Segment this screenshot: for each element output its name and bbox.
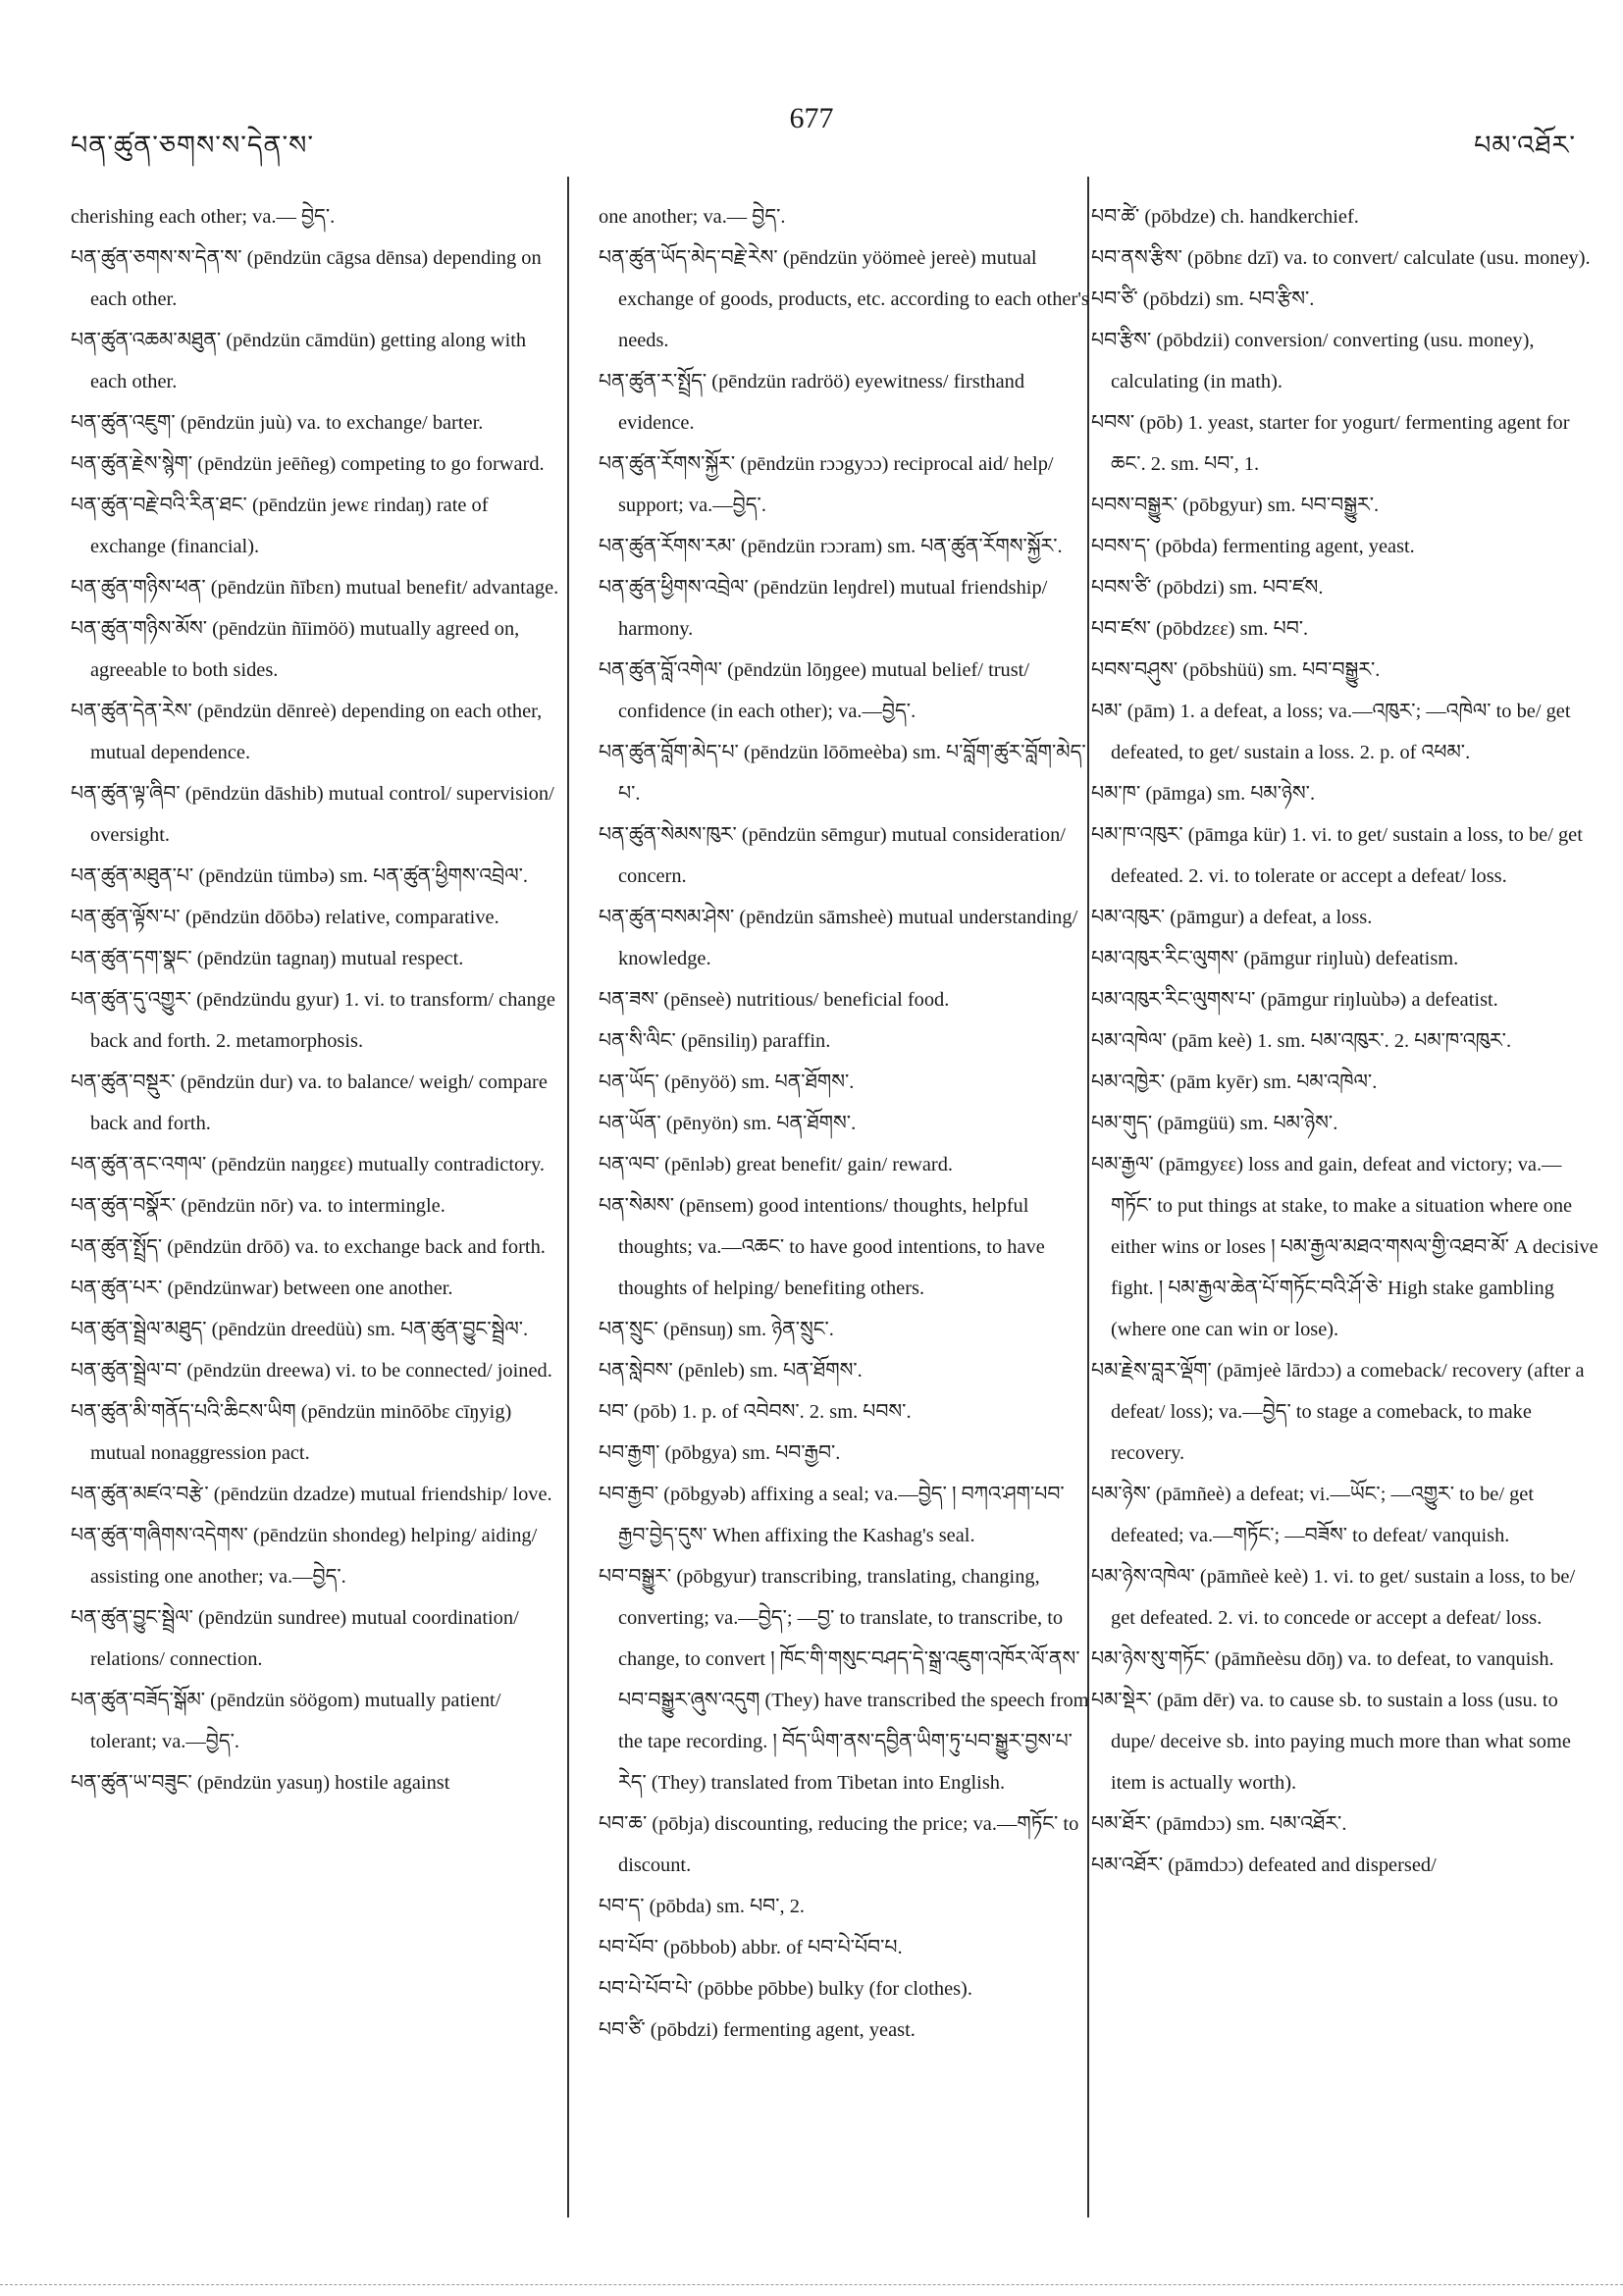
dictionary-entry: པན་ཚུན་ར་སྤྲོད་ (pēndzün radröö) eyewitness/ firsthand evidence. bbox=[599, 371, 1025, 434]
column-1 bbox=[71, 196, 561, 1803]
dictionary-entry: པམ་འཁེལ་ (pām keè) 1. sm. པམ་འཁུར་. 2. པམ་ཁ་འཁུར་. bbox=[1091, 1030, 1512, 1052]
dictionary-entry: པན་ཚུན་དེན་རེས་ (pēndzün dēnreè) depending on each other, mutual dependence. bbox=[71, 701, 543, 763]
dictionary-entry: one another; va.— བྱེད་. bbox=[599, 206, 786, 228]
dictionary-entry: པབ་ཚེ་ (pōbdze) ch. handkerchief. bbox=[1091, 206, 1359, 228]
dictionary-entry: པན་ཚུན་པར་ (pēndzünwar) between one another. bbox=[71, 1278, 453, 1299]
dictionary-entry: པན་སྲུང་ (pēnsuŋ) sm. ཉེན་སྲུང་. bbox=[599, 1319, 834, 1340]
dictionary-entry: པན་ཡོན་ (pēnyön) sm. པན་ཐོགས་. bbox=[599, 1113, 857, 1134]
dictionary-entry: པམ་འཁྱེར་ (pām kyēr) sm. པམ་འཁེལ་. bbox=[1091, 1071, 1378, 1093]
dictionary-entry: པན་ཚུན་གཉིས་ཕན་ (pēndzün ñībɛn) mutual benefit/ advantage. bbox=[71, 577, 559, 599]
dictionary-entry: པབས་བཤུས་ (pōbshüü) sm. པབ་བསྒྱུར་. bbox=[1091, 659, 1381, 681]
dictionary-entry: པབ་པོབ་ (pōbbob) abbr. of པབ་པེ་པོབ་པ. bbox=[599, 1937, 903, 1958]
dictionary-entry: པམ་ཐོར་ (pāmdɔɔ) sm. པམ་འཐོར་. bbox=[1091, 1813, 1347, 1835]
dictionary-entry: པབས་ (pōb) 1. yeast, starter for yogurt/ fermenting agent for ཆང་. 2. sm. པབ་, 1. bbox=[1091, 412, 1570, 475]
dictionary-entry: པམ་ཁ་འཁུར་ (pāmga kür) 1. vi. to get/ sustain a loss, to be/ get defeated. 2. vi. to tolerate or accept a defeat/ loss. bbox=[1091, 824, 1583, 887]
scan-bottom-edge bbox=[0, 2284, 1623, 2285]
dictionary-entry: པན་ཚུན་ཕྱིགས་འབྲེལ་ (pēndzün leŋdrel) mutual friendship/ harmony. bbox=[599, 577, 1048, 640]
dictionary-entry: པན་ཚུན་རོགས་སྐྱོར་ (pēndzün rɔɔgyɔɔ) reciprocal aid/ help/ support; va.—བྱེད་. bbox=[599, 453, 1054, 516]
dictionary-entry: པན་ཚུན་འཆམ་མཐུན་ (pēndzün cāmdün) getting along with each other. bbox=[71, 330, 527, 392]
dictionary-entry: པན་ཚུན་སྦྲེལ་བ་ (pēndzün dreewa) vi. to be connected/ joined. bbox=[71, 1360, 552, 1382]
dictionary-entry: པན་ཚུན་བསྣོར་ (pēndzün nōr) va. to intermingle. bbox=[71, 1195, 445, 1217]
dictionary-entry: པན་ཚུན་བློག་མེད་པ་ (pēndzün lōōmeèba) sm. པ་བློག་ཚུར་བློག་མེད་པ་. bbox=[599, 742, 1086, 805]
dictionary-entry: པན་ཚུན་ནང་འགལ་ (pēndzün naŋgɛɛ) mutually contradictory. bbox=[71, 1154, 545, 1175]
dictionary-entry: པན་ཚུན་བློ་འགེལ་ (pēndzün lōŋgee) mutual belief/ trust/ confidence (in each other); va.—བྱེད་. bbox=[599, 659, 1029, 722]
column-3 bbox=[1091, 196, 1601, 1886]
dictionary-entry: པམ་འཐོར་ (pāmdɔɔ) defeated and dispersed/ bbox=[1091, 1854, 1437, 1876]
dictionary-entry: པབ་ནས་རྩིས་ (pōbnɛ dzī) va. to convert/ calculate (usu. money). bbox=[1091, 247, 1591, 269]
column-2 bbox=[599, 196, 1089, 2051]
guide-word-left: པན་ཚུན་ཅགས་ས་དེན་ས་ bbox=[71, 130, 315, 160]
dictionary-entry: པབ་ (pōb) 1. p. of འབེབས་. 2. sm. པབས་. bbox=[599, 1401, 912, 1423]
dictionary-entry: པན་ཚུན་ཡོད་མེད་བརྗེ་རེས་ (pēndzün yöömeè jereè) mutual exchange of goods, products, etc. according to each other's needs. bbox=[599, 247, 1089, 351]
dictionary-entry: པན་ཚུན་མཛའ་བརྩེ་ (pēndzün dzadze) mutual friendship/ love. bbox=[71, 1484, 552, 1505]
dictionary-entry: པན་ཚུན་ལྟ་ཞིབ་ (pēndzün dāshib) mutual control/ supervision/ oversight. bbox=[71, 783, 554, 846]
dictionary-entry: པན་ཚུན་བསྡུར་ (pēndzün dur) va. to balance/ weigh/ compare back and forth. bbox=[71, 1071, 548, 1134]
dictionary-entry: པན་ཚུན་ཅགས་ས་དེན་ས་ (pēndzün cāgsa dēnsa) depending on each other. bbox=[71, 247, 542, 310]
page-number: 677 bbox=[789, 102, 834, 134]
dictionary-entry: པན་ཚུན་ལྟོས་པ་ (pēndzün dōōbə) relative, comparative. bbox=[71, 907, 499, 928]
dictionary-entry: པམ་ཉེས་སུ་གཏོང་ (pāmñeèsu dōŋ) va. to defeat, to vanquish. bbox=[1091, 1648, 1554, 1670]
dictionary-entry: པབ་ཙི་ (pōbdzi) sm. པབ་རྩིས་. bbox=[1091, 288, 1315, 310]
dictionary-entry: པན་ཚུན་དུ་འགྱུར་ (pēndzündu gyur) 1. vi. to transform/ change back and forth. 2. metamorphosis. bbox=[71, 989, 555, 1052]
dictionary-entry: པན་ཚུན་བྱུང་སྦྲེལ་ (pēndzün sundree) mutual coordination/ relations/ connection. bbox=[71, 1607, 519, 1670]
dictionary-entry: པན་སླེབས་ (pēnleb) sm. པན་ཐོགས་. bbox=[599, 1360, 863, 1382]
dictionary-entry: པབ་ཙི་ (pōbdzi) fermenting agent, yeast. bbox=[599, 2019, 916, 2041]
dictionary-entry: པན་ཚུན་ཡ་བཟུང་ (pēndzün yasuŋ) hostile against bbox=[71, 1772, 450, 1794]
dictionary-entry: པམ་འཁུར་རིང་ལུགས་ (pāmgur riŋluù) defeatism. bbox=[1091, 948, 1459, 969]
dictionary-entry: པབ་རྒྱབ་ (pōbgyəb) affixing a seal; va.—བྱེད་ ། བཀའ་ཤག་པབ་རྒྱབ་བྱེད་དུས་ When affixing the Kashag's seal. bbox=[599, 1484, 1065, 1546]
dictionary-entry: པན་ཚུན་གཞིགས་འདེགས་ (pēndzün shondeg) helping/ aiding/ assisting one another; va.—བྱེད་. bbox=[71, 1525, 538, 1588]
dictionary-entry: པན་ཚུན་སེམས་ཁུར་ (pēndzün sēmgur) mutual consideration/ concern. bbox=[599, 824, 1066, 887]
dictionary-entry: པབ་རྩིས་ (pōbdzii) conversion/ converting (usu. money), calculating (in math). bbox=[1091, 330, 1535, 392]
dictionary-entry: པན་ཡོད་ (pēnyöö) sm. པན་ཐོགས་. bbox=[599, 1071, 855, 1093]
dictionary-entry: པབ་ད་ (pōbda) sm. པབ་, 2. bbox=[599, 1896, 806, 1917]
dictionary-entry: པན་ཚུན་སྤྲོད་ (pēndzün drōō) va. to exchange back and forth. bbox=[71, 1236, 546, 1258]
dictionary-entry: པན་ཟས་ (pēnseè) nutritious/ beneficial food. bbox=[599, 989, 950, 1011]
dictionary-entry: པན་ཚུན་འཇུག་ (pēndzün juù) va. to exchange/ barter. bbox=[71, 412, 484, 434]
dictionary-entry: པན་ཚུན་བཟོད་སྒོམ་ (pēndzün söögom) mutually patient/ tolerant; va.—བྱེད་. bbox=[71, 1690, 501, 1752]
dictionary-entry: པམ་ཉེས་ (pāmñeè) a defeat; vi.—ཡོང་; —འགྱུར་ to be/ get defeated; va.—གཏོང་; —བཟོས་ to defeat/ vanquish. bbox=[1091, 1484, 1535, 1546]
dictionary-entry: པན་ཚུན་དག་སྣང་ (pēndzün tagnaŋ) mutual respect. bbox=[71, 948, 464, 969]
dictionary-entry: པམ་ (pām) 1. a defeat, a loss; va.—འཁུར་; —འཁེལ་ to be/ get defeated, to get/ sustain a loss. 2. p. of འཕམ་. bbox=[1091, 701, 1571, 763]
dictionary-entry: པན་ཚུན་མཐུན་པ་ (pēndzün tümbə) sm. པན་ཚུན་ཕྱིགས་འབྲེལ་. bbox=[71, 865, 529, 887]
dictionary-entry: པན་སེམས་ (pēnsem) good intentions/ thoughts, helpful thoughts; va.—འཆང་ to have good intentions, to have thoughts of helping/ benefiting others. bbox=[599, 1195, 1045, 1299]
dictionary-entry: cherishing each other; va.— བྱེད་. bbox=[71, 206, 336, 228]
dictionary-entry: པམ་ཉེས་འཁེལ་ (pāmñeè keè) 1. vi. to get/ sustain a loss, to be/ get defeated. 2. vi. to concede or accept a defeat/ loss. bbox=[1091, 1566, 1576, 1629]
dictionary-entry: པམ་གུད་ (pāmgüü) sm. པམ་ཉེས་. bbox=[1091, 1113, 1338, 1134]
dictionary-entry: པན་སི་ལིང་ (pēnsiliŋ) paraffin. bbox=[599, 1030, 831, 1052]
dictionary-entry: པན་ཚུན་བསམ་ཤེས་ (pēndzün sāmsheè) mutual understanding/ knowledge. bbox=[599, 907, 1078, 969]
dictionary-entry: པབ་བསྒྱུར་ (pōbgyur) transcribing, translating, changing, converting; va.—བྱེད་; —བྱ་ to translate, to transcribe, to change, to convert ། ཁོང་གི་གསུང་བཤད་དེ་སྒྲ་འཇུག་འཁོར་ལོ་ནས་པབ་བསྒྱུར་ཞུས་འདུག (They) have transcribed the speech from the tape recording. ། བོད་ཡིག་ནས་དབྱིན་ཡིག་ཏུ་པབ་སྒྱུར་བྱས་པ་རེད་ (They) translated from Tibetan into English. bbox=[599, 1566, 1089, 1794]
dictionary-entry: པམ་ཁ་ (pāmga) sm. པམ་ཉེས་. bbox=[1091, 783, 1316, 805]
dictionary-entry: པམ་རྗེས་བླར་ལྡོག་ (pāmjeè lārdɔɔ) a comeback/ recovery (after a defeat/ loss); va.—བྱེད་ to stage a comeback, to make recovery. bbox=[1091, 1360, 1585, 1464]
column-divider bbox=[567, 177, 569, 2218]
dictionary-entry: པན་ཚུན་མི་གནོད་པའི་ཆིངས་ཡིག (pēndzün minōōbɛ cīŋyig) mutual nonaggression pact. bbox=[71, 1401, 512, 1464]
dictionary-entry: པམ་འཁུར་ (pāmgur) a defeat, a loss. bbox=[1091, 907, 1373, 928]
dictionary-entry: པབས་ཙི་ (pōbdzi) sm. པབ་ཛས. bbox=[1091, 577, 1324, 599]
dictionary-entry: པམ་སྡེར་ (pām dēr) va. to cause sb. to sustain a loss (usu. to dupe/ deceive sb. into paying much more than what some item is actually worth). bbox=[1091, 1690, 1571, 1794]
dictionary-entry: པན་ཚུན་སྦྲེལ་མཐུད་ (pēndzün dreedüù) sm. པན་ཚུན་བྱུང་སྦྲེལ་. bbox=[71, 1319, 529, 1340]
dictionary-entry: པན་ཚུན་རོགས་རམ་ (pēndzün rɔɔram) sm. པན་ཚུན་རོགས་སྐྱོར་. bbox=[599, 536, 1063, 557]
dictionary-entry: པབ་རྒྱག་ (pōbgya) sm. པབ་རྒྱབ་. bbox=[599, 1442, 841, 1464]
dictionary-entry: པབས་བསྒྱུར་ (pōbgyur) sm. པབ་བསྒྱུར་. bbox=[1091, 495, 1380, 516]
dictionary-entry: པབ་པེ་པོབ་པེ་ (pōbbe pōbbe) bulky (for clothes). bbox=[599, 1978, 972, 2000]
dictionary-entry: པབ་ཛས་ (pōbdzɛɛ) sm. པབ་. bbox=[1091, 618, 1309, 640]
dictionary-entry: པན་ཚུན་རྗེས་སྙེག་ (pēndzün jeēñeg) competing to go forward. bbox=[71, 453, 545, 475]
dictionary-entry: པན་ཚུན་གཉིས་མོས་ (pēndzün ñīimöö) mutually agreed on, agreeable to both sides. bbox=[71, 618, 520, 681]
dictionary-entry: པམ་འཁུར་རིང་ལུགས་པ་ (pāmgur riŋluùbə) a defeatist. bbox=[1091, 989, 1498, 1011]
dictionary-entry: པམ་རྒྱལ་ (pāmgyɛɛ) loss and gain, defeat and victory; va.—གཏོང་ to put things at stake, to make a situation where one either wins or loses ། པམ་རྒྱལ་མཐའ་གསལ་གྱི་འཐབ་མོ་ A decisive fight. ། པམ་རྒྱལ་ཆེན་པོ་གཏོང་བའི་ཤོ་ཅེ་ High stake gambling (where one can win or lose). bbox=[1091, 1154, 1598, 1340]
dictionary-entry: པབ་ཆ་ (pōbja) discounting, reducing the price; va.—གཏོང་ to discount. bbox=[599, 1813, 1079, 1876]
dictionary-entry: པན་ལབ་ (pēnləb) great benefit/ gain/ reward. bbox=[599, 1154, 954, 1175]
dictionary-entry: པབས་ད་ (pōbda) fermenting agent, yeast. bbox=[1091, 536, 1415, 557]
dictionary-entry: པན་ཚུན་བརྗེ་བའི་རིན་ཐང་ (pēndzün jewɛ rindaŋ) rate of exchange (financial). bbox=[71, 495, 489, 557]
guide-word-right: པམ་འཐོར་ bbox=[1474, 130, 1576, 160]
